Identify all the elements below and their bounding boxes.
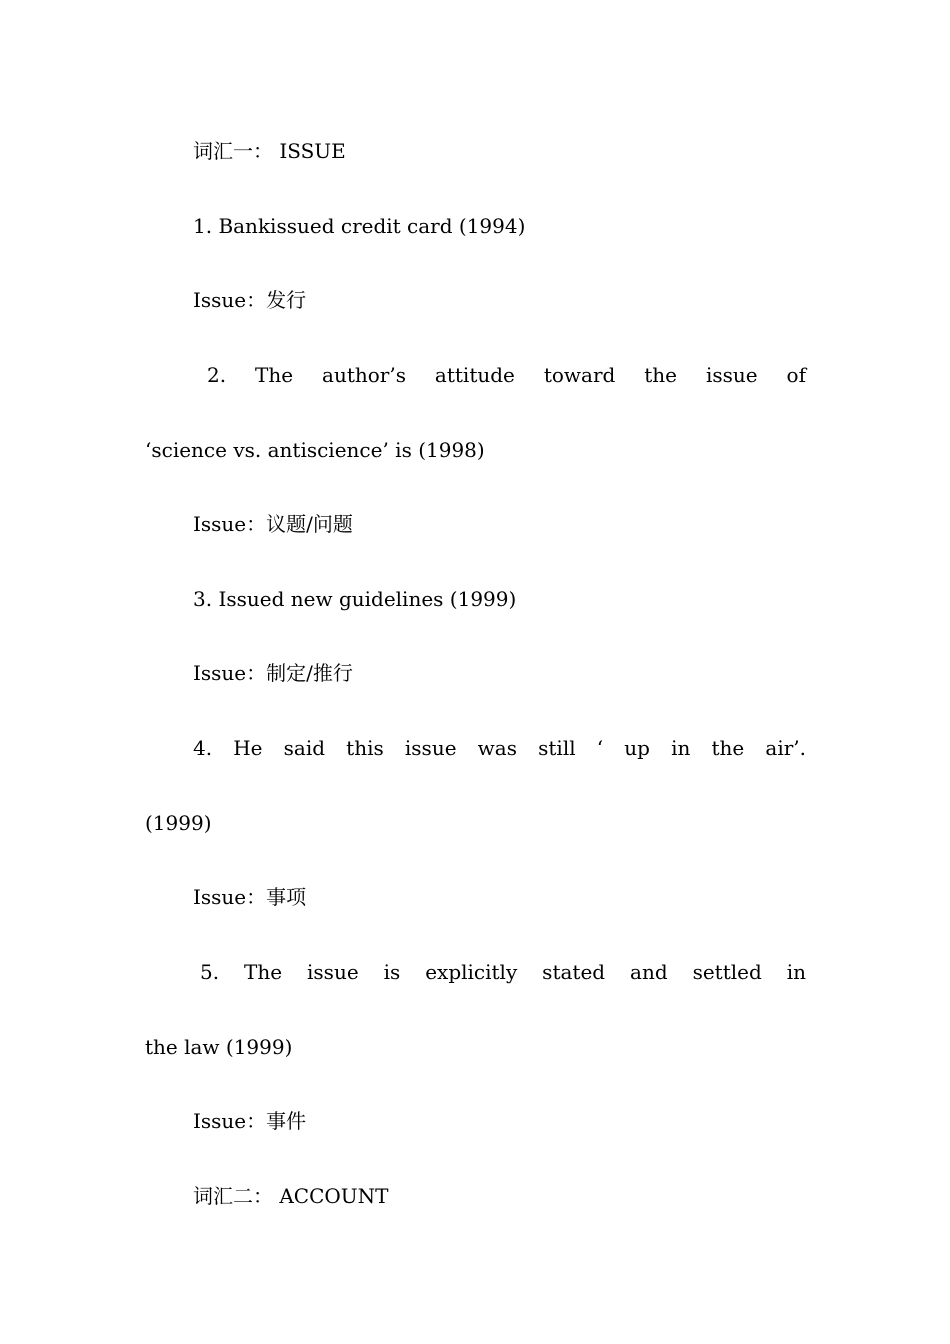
example-4-line-1: 4. He said this issue was still ‘ up in the air’. — [193, 736, 806, 760]
meaning-3: Issue：制定/推行 — [193, 661, 353, 685]
meaning-1: Issue：发行 — [193, 288, 307, 312]
heading-vocab-1: 词汇一： ISSUE — [193, 139, 346, 163]
example-4-line-2: (1999) — [145, 811, 212, 835]
example-2-line-2: ‘science vs. antiscience’ is (1998) — [145, 438, 485, 462]
example-5-line-2: the law (1999) — [145, 1035, 293, 1059]
example-5-line-1: 5. The issue is explicitly stated and settled in — [200, 960, 806, 984]
example-1: 1. Bankissued credit card (1994) — [193, 214, 526, 238]
heading-vocab-2: 词汇二： ACCOUNT — [193, 1184, 389, 1208]
meaning-4: Issue：事项 — [193, 885, 307, 909]
example-2-line-1: 2. The author’s attitude toward the issue of — [207, 363, 806, 387]
meaning-5: Issue：事件 — [193, 1109, 307, 1133]
meaning-2: Issue：议题/问题 — [193, 512, 353, 536]
example-3: 3. Issued new guidelines (1999) — [193, 587, 517, 611]
